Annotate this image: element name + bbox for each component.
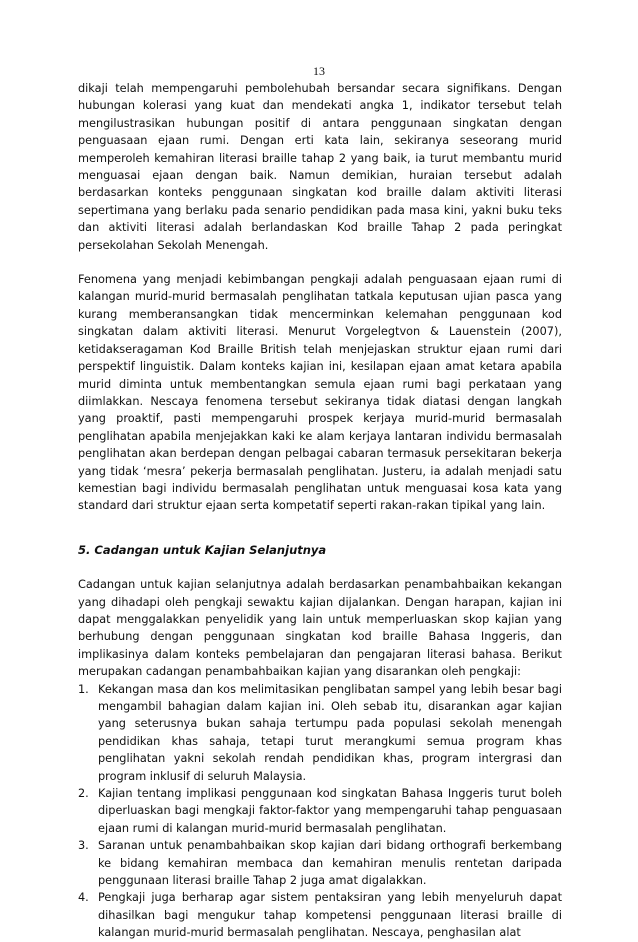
list-item-number: 4. (78, 891, 89, 905)
page-number: 13 (313, 64, 325, 78)
list-item-number: 3. (78, 839, 89, 853)
paragraph-2: Fenomena yang menjadi kebimbangan pengkaji adalah penguasaan ejaan rumi di kalangan murid-murid bermasalah penglihatan tatkala keputusan ujian pasca yang kurang memberansangkan tidak mencerminkan kelemahan penggunaan kod singkatan dalam aktiviti literasi. Menurut Vorgelegtvon & Lauenstein (2007), ketidakseragaman Kod Braille British telah menjejaskan struktur ejaan rumi dari perspektif linguistik. Dalam konteks kajian ini, kesilapan ejaan amat ketara apabila murid diminta untuk membentangkan semula ejaan rumi bagi perkataan yang diimlakkan. Nescaya fenomena tersebut sekiranya tidak diatasi dengan langkah yang proaktif, pasti mempengaruhi prospek kerjaya murid-murid bermasalah penglihatan apabila menjejakkan kaki ke alam kerjaya lantaran individu bermasalah penglihatan akan berdepan dengan pelbagai cabaran termasuk persekitaran bekerja yang tidak ‘mesra’ pekerja bermasalah penglihatan. Justeru, ia adalah menjadi satu kemestian bagi individu bermasalah penglihatan untuk menguasai kosa kata yang standard dari struktur ejaan serta kompetatif seperti rakan-rakan tipikal yang lain. (78, 273, 562, 513)
list-item-number: 1. (78, 682, 89, 696)
list-item (78, 837, 562, 889)
list-item (78, 681, 562, 785)
list-item (78, 889, 562, 941)
list-item (78, 785, 562, 837)
page-content (78, 80, 562, 942)
paragraph-1: dikaji telah mempengaruhi pembolehubah bersandar secara signifikans. Dengan hubungan kolerasi yang kuat dan mendekati angka 1, indikator tersebut telah mengilustrasikan hubungan positif di antara penggunaan singkatan dengan penguasaan ejaan rumi. Dengan erti kata lain, sekiranya seseorang murid memperoleh kemahiran literasi braille tahap 2 yang baik, ia turut membantu murid menguasai ejaan dengan baik. Namun demikian, huraian tersebut adalah berdasarkan konteks penggunaan singkatan kod braille dalam aktiviti literasi sepertimana yang berlaku pada senario pendidikan pada masa kini, yakni buku teks dan aktiviti literasi adalah berlandaskan Kod braille Tahap 2 pada peringkat persekolahan Sekolah Menengah. (78, 82, 562, 252)
section-heading: 5. Cadangan untuk Kajian Selanjutnya (78, 542, 327, 557)
section-intro: Cadangan untuk kajian selanjutnya adalah berdasarkan penambahbaikan kekangan yang dihadapi oleh pengkaji sewaktu kajian dijalankan. Dengan harapan, kajian ini dapat menggalakkan penyelidik yang lain untuk memperluaskan skop kajian yang berhubung dengan penggunaan singkatan kod braille Bahasa Inggeris, dan implikasinya dalam konteks pembelajaran dan pengajaran literasi bahasa. Berikut merupakan cadangan penambahbaikan kajian yang disarankan oleh pengkaji: (78, 578, 562, 679)
list-item-number: 2. (78, 787, 89, 801)
list-item-text: Kekangan masa dan kos melimitasikan penglibatan sampel yang lebih besar bagi mengambil bahagian dalam kajian ini. Oleh sebab itu, disarankan agar kajian yang seterusnya bukan sahaja tertumpu pada populasi sekolah menengah pendidikan khas sahaja, tetapi turut merangkumi semua program khas penglihatan yakni sekolah rendah pendidikan khas, program intergrasi dan program inklusif di seluruh Malaysia. (98, 682, 562, 783)
list-item-text: Kajian tentang implikasi penggunaan kod singkatan Bahasa Inggeris turut boleh diperluaskan bagi mengkaji faktor-faktor yang mempengaruhi tahap penguasaan ejaan rumi di kalangan murid-murid bermasalah penglihatan. (98, 787, 562, 835)
list-item-text: Saranan untuk penambahbaikan skop kajian dari bidang orthografi berkembang ke bidang kemahiran membaca dan kemahiran menulis rentetan daripada penggunaan literasi braille Tahap 2 juga amat digalakkan. (98, 839, 562, 888)
list-item-text: Pengkaji juga berharap agar sistem pentaksiran yang lebih menyeluruh dapat dihasilkan bagi mengukur tahap kompetensi penggunaan literasi braille di kalangan murid-murid bermasalah penglihatan. Nescaya, penghasilan alat (98, 891, 562, 940)
